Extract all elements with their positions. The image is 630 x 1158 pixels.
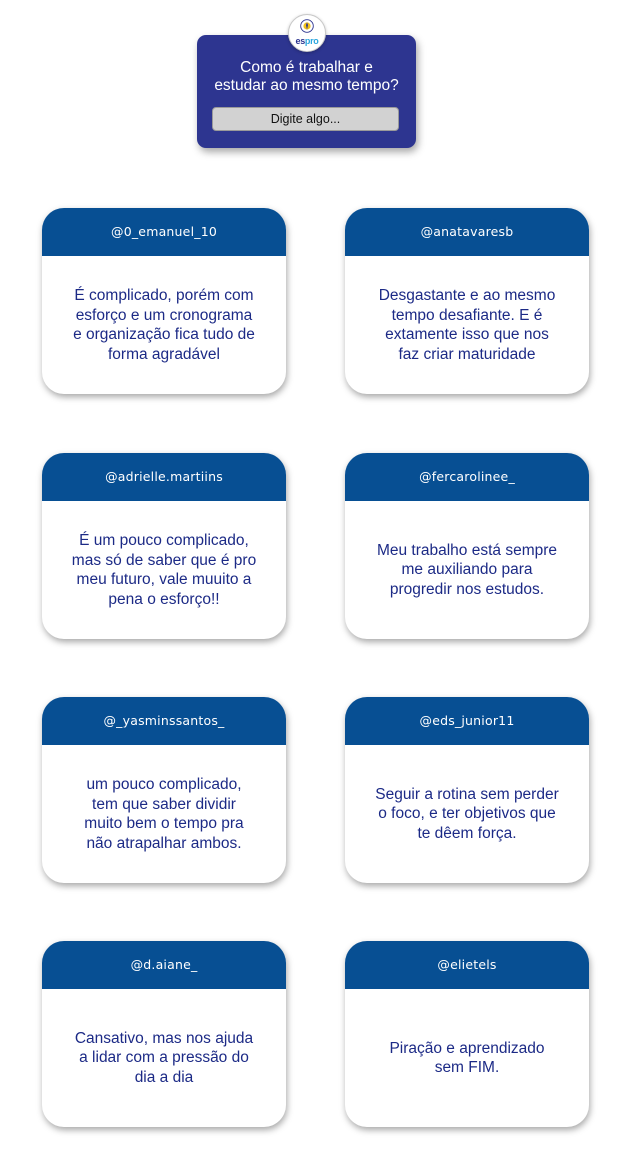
response-card — [345, 697, 589, 883]
response-line: te dêem força. — [417, 824, 517, 842]
response-line: extamente isso que nos — [385, 326, 549, 343]
logo-text-accent: pro — [304, 36, 319, 46]
response-text — [56, 256, 272, 394]
response-line: Cansativo, mas nos ajuda — [74, 1029, 254, 1047]
response-line: É um pouco complicado, — [79, 532, 249, 549]
response-line: sem FIM. — [434, 1059, 500, 1076]
response-text — [56, 989, 272, 1127]
response-line: um pouco complicado, — [86, 776, 242, 793]
response-card — [42, 208, 286, 394]
response-username: @adrielle.martiins — [42, 453, 286, 501]
response-line: meu futuro, vale muuito a — [76, 571, 252, 588]
response-username: @eds_junior11 — [345, 697, 589, 745]
response-text — [359, 745, 575, 883]
logo-text-main: es — [295, 36, 305, 46]
response-line: progredir nos estudos. — [389, 580, 545, 598]
answer-input[interactable]: Digite algo... — [212, 107, 399, 131]
response-line: É complicado, porém com — [74, 287, 254, 304]
logo-text — [289, 36, 325, 46]
response-line: forma agradável — [107, 345, 220, 363]
response-card — [345, 208, 589, 394]
response-line: dia a dia — [134, 1068, 194, 1086]
response-username: @elietels — [345, 941, 589, 989]
response-text — [56, 501, 272, 639]
response-line: faz criar maturidade — [398, 345, 536, 363]
response-card — [42, 453, 286, 639]
response-text — [359, 501, 575, 639]
response-line: não atrapalhar ambos. — [86, 834, 242, 852]
logo-emblem-icon — [300, 19, 314, 33]
response-text — [56, 745, 272, 883]
response-line: a lidar com a pressão do — [79, 1049, 249, 1067]
response-line: pena o esforço!! — [108, 590, 220, 608]
question-line-2: estudar ao mesmo tempo? — [214, 77, 399, 94]
response-line: me auxiliando para — [401, 561, 533, 579]
response-line: e organização fica tudo de — [73, 326, 255, 343]
response-card — [42, 941, 286, 1127]
response-line: Piração e aprendizado — [389, 1039, 545, 1057]
response-username: @anatavaresb — [345, 208, 589, 256]
response-line: o foco, e ter objetivos que — [378, 805, 556, 823]
response-card — [345, 453, 589, 639]
espro-logo — [288, 14, 326, 52]
question-text — [197, 59, 416, 95]
response-line: mas só de saber que é pro — [71, 551, 257, 569]
response-line: tem que saber dividir — [92, 795, 236, 813]
response-line: Seguir a rotina sem perder — [375, 785, 559, 803]
response-card — [42, 697, 286, 883]
response-text — [359, 989, 575, 1127]
question-line-1: Como é trabalhar e — [240, 59, 373, 76]
response-card — [345, 941, 589, 1127]
response-line: muito bem o tempo pra — [84, 815, 244, 832]
response-line: esforço e um cronograma — [75, 306, 253, 324]
response-username: @_yasminssantos_ — [42, 697, 286, 745]
response-line: Desgastante e ao mesmo — [378, 287, 556, 304]
response-text — [359, 256, 575, 394]
response-username: @d.aiane_ — [42, 941, 286, 989]
response-username: @fercarolinee_ — [345, 453, 589, 501]
response-username: @0_emanuel_10 — [42, 208, 286, 256]
response-line: tempo desafiante. E é — [391, 306, 543, 324]
response-line: Meu trabalho está sempre — [376, 541, 558, 559]
